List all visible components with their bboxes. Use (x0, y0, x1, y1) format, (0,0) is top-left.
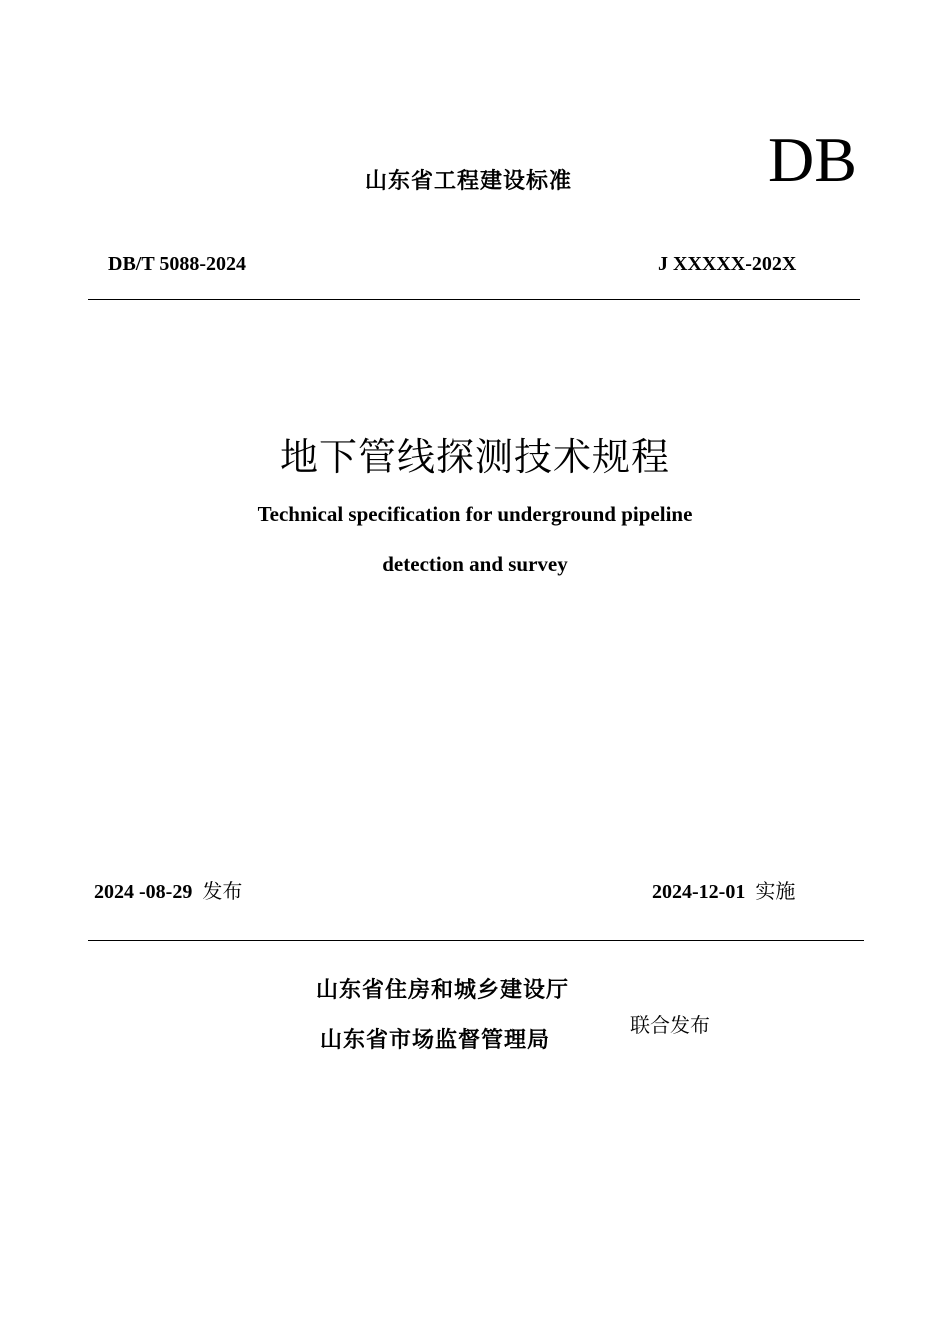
db-mark: DB (768, 124, 857, 195)
top-divider (88, 299, 860, 300)
implement-date: 2024-12-01 (652, 881, 746, 903)
bottom-divider (88, 940, 864, 941)
record-code: J XXXXX-202X (658, 253, 797, 275)
title-english-line2: detection and survey (382, 552, 568, 576)
publish-date-row (94, 875, 242, 904)
standard-code: DB/T 5088-2024 (108, 253, 246, 275)
issuer-housing-department: 山东省住房和城乡建设厅 (316, 978, 570, 1003)
implement-label: 实施 (755, 879, 796, 903)
standard-category: 山东省工程建设标准 (365, 169, 573, 194)
joint-issue-label: 联合发布 (630, 1013, 710, 1037)
issuer-market-regulation: 山东省市场监督管理局 (320, 1028, 551, 1053)
title-english-line1: Technical specification for underground pipeline (257, 502, 693, 526)
implement-date-row (652, 875, 795, 904)
title-chinese: 地下管线探测技术规程 (279, 435, 670, 479)
publish-date: 2024 -08-29 (94, 881, 193, 903)
publish-label: 发布 (202, 879, 243, 903)
